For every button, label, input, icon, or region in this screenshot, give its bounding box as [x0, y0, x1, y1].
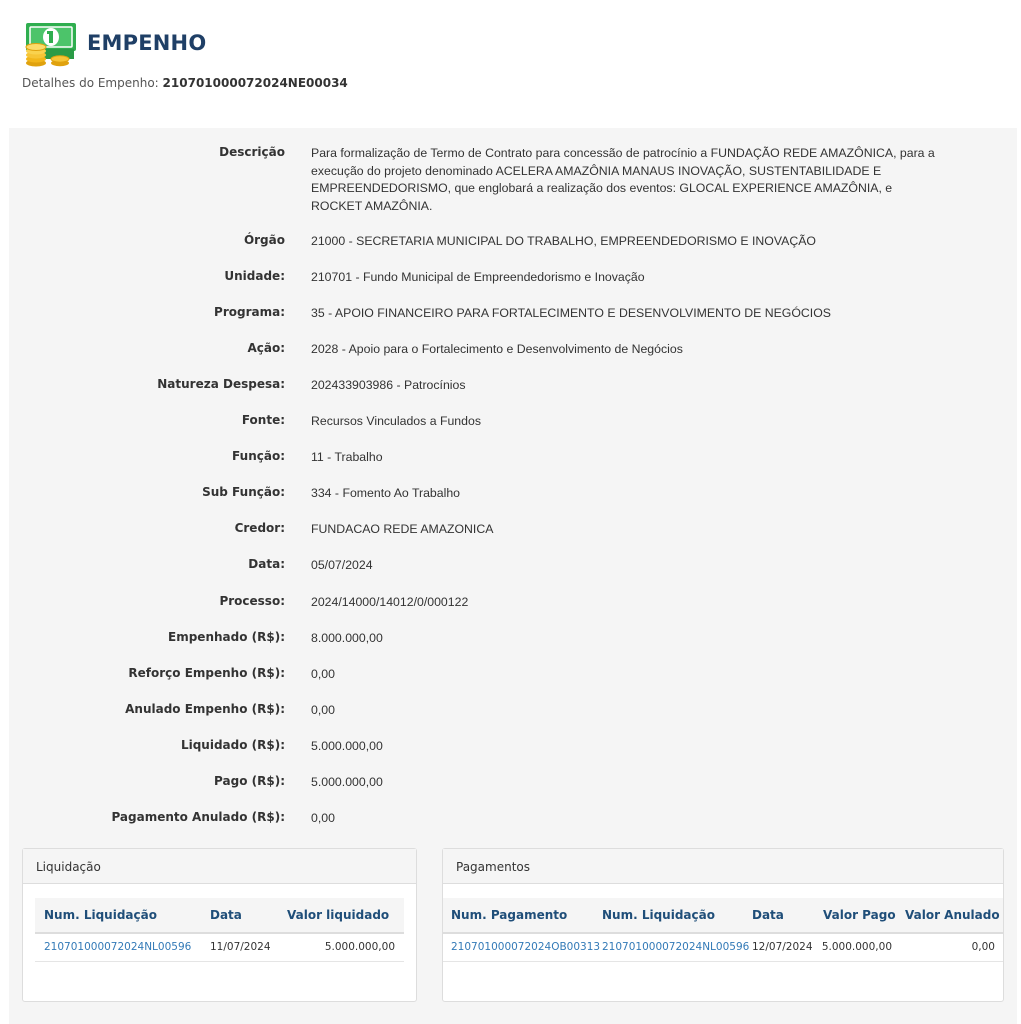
detail-label: Programa:: [214, 305, 285, 319]
detail-label: Pago (R$):: [214, 774, 285, 788]
details-panel: [9, 128, 1017, 1024]
column-header[interactable]: Num. Pagamento: [451, 908, 568, 922]
detail-value: 0,00: [311, 811, 335, 825]
detail-label: Função:: [232, 449, 285, 463]
detail-value: 2028 - Apoio para o Fortalecimento e Desenvolvimento de Negócios: [311, 342, 683, 356]
column-header[interactable]: Num. Liquidação: [44, 908, 157, 922]
column-header[interactable]: Valor Pago: [823, 908, 896, 922]
pagamento-number-link[interactable]: 210701000072024OB00313: [451, 941, 601, 953]
detail-label: Data:: [248, 557, 285, 571]
detail-label: Pagamento Anulado (R$):: [111, 810, 285, 824]
detail-label: Órgão: [243, 233, 285, 247]
detail-label: Descrição: [219, 145, 285, 159]
pagamentos-panel-title: Pagamentos: [443, 849, 1003, 884]
liquidacao-number-link[interactable]: 210701000072024NL00596: [602, 941, 750, 953]
detail-value: 202433903986 - Patrocínios: [311, 378, 466, 392]
liquidacao-panel-title: Liquidação: [23, 849, 416, 884]
page-title: EMPENHO: [87, 31, 207, 55]
page-header: [22, 18, 206, 68]
detail-value: 0,00: [311, 667, 335, 681]
money-coins-icon: [22, 19, 78, 67]
subtitle-label: Detalhes do Empenho:: [22, 76, 159, 90]
table-cell: 12/07/2024: [752, 941, 813, 953]
table-cell: 5.000.000,00: [821, 941, 892, 953]
detail-value: 0,00: [311, 703, 335, 717]
pagamentos-panel: [442, 848, 1004, 1002]
empenho-number: 210701000072024NE00034: [162, 76, 348, 90]
detail-label: Unidade:: [224, 269, 285, 283]
detail-value: 11 - Trabalho: [311, 450, 383, 464]
detail-label: Liquidado (R$):: [180, 738, 285, 752]
detail-value: 35 - APOIO FINANCEIRO PARA FORTALECIMENTO E DESENVOLVIMENTO DE NEGÓCIOS: [311, 306, 831, 320]
detail-label: Sub Função:: [202, 485, 285, 499]
detail-label: Fonte:: [241, 413, 285, 427]
detail-label: Empenhado (R$):: [168, 630, 285, 644]
detail-label: Reforço Empenho (R$):: [128, 666, 285, 680]
table-row: [35, 934, 404, 962]
detail-value: 2024/14000/14012/0/000122: [311, 595, 469, 609]
detail-label: Credor:: [234, 521, 285, 535]
detail-value: 5.000.000,00: [311, 739, 383, 753]
table-cell: 11/07/2024: [210, 941, 271, 953]
detail-value: 334 - Fomento Ao Trabalho: [311, 486, 461, 500]
detail-value: 8.000.000,00: [311, 631, 383, 645]
table-row: [443, 934, 1003, 962]
detail-value: FUNDACAO REDE AMAZONICA: [311, 522, 494, 536]
detail-value: 5.000.000,00: [311, 775, 383, 789]
column-header[interactable]: Data: [752, 908, 784, 922]
column-header[interactable]: Num. Liquidação: [602, 908, 715, 922]
table-cell: 0,00: [971, 941, 995, 953]
column-header[interactable]: Data: [210, 908, 242, 922]
detail-value: 210701 - Fundo Municipal de Empreendedorismo e Inovação: [311, 270, 645, 284]
liquidacao-panel: [22, 848, 417, 1002]
column-header[interactable]: Valor Anulado: [905, 908, 1000, 922]
detail-value: Para formalização de Termo de Contrato para concessão de patrocínio a FUNDAÇÃO REDE AMAZÔNICA, para a execução do projeto denominado ACELERA AMAZÔNIA MANAUS INOVAÇÃO, SUSTENTABILIDADE E EMPREENDEDORISMO, que englobará a realização dos eventos: GLOCAL EXPERIENCE AMAZÔNIA, e ROCKET AMAZÔNIA.: [311, 146, 935, 213]
detail-label: Anulado Empenho (R$):: [125, 702, 285, 716]
column-header[interactable]: Valor liquidado: [287, 908, 390, 922]
table-cell: 5.000.000,00: [324, 941, 395, 953]
table-header-row: [35, 898, 404, 934]
detail-value: Recursos Vinculados a Fundos: [311, 414, 481, 428]
liquidacao-number-link[interactable]: 210701000072024NL00596: [44, 941, 192, 953]
detail-label: Ação:: [247, 341, 285, 355]
table-header-row: [443, 898, 1003, 934]
detail-value: 05/07/2024: [311, 558, 373, 572]
breadcrumb-subtitle: [22, 76, 348, 90]
detail-label: Natureza Despesa:: [157, 377, 285, 391]
detail-value: 21000 - SECRETARIA MUNICIPAL DO TRABALHO, EMPREENDEDORISMO E INOVAÇÃO: [311, 234, 816, 248]
detail-label: Processo:: [219, 594, 285, 608]
